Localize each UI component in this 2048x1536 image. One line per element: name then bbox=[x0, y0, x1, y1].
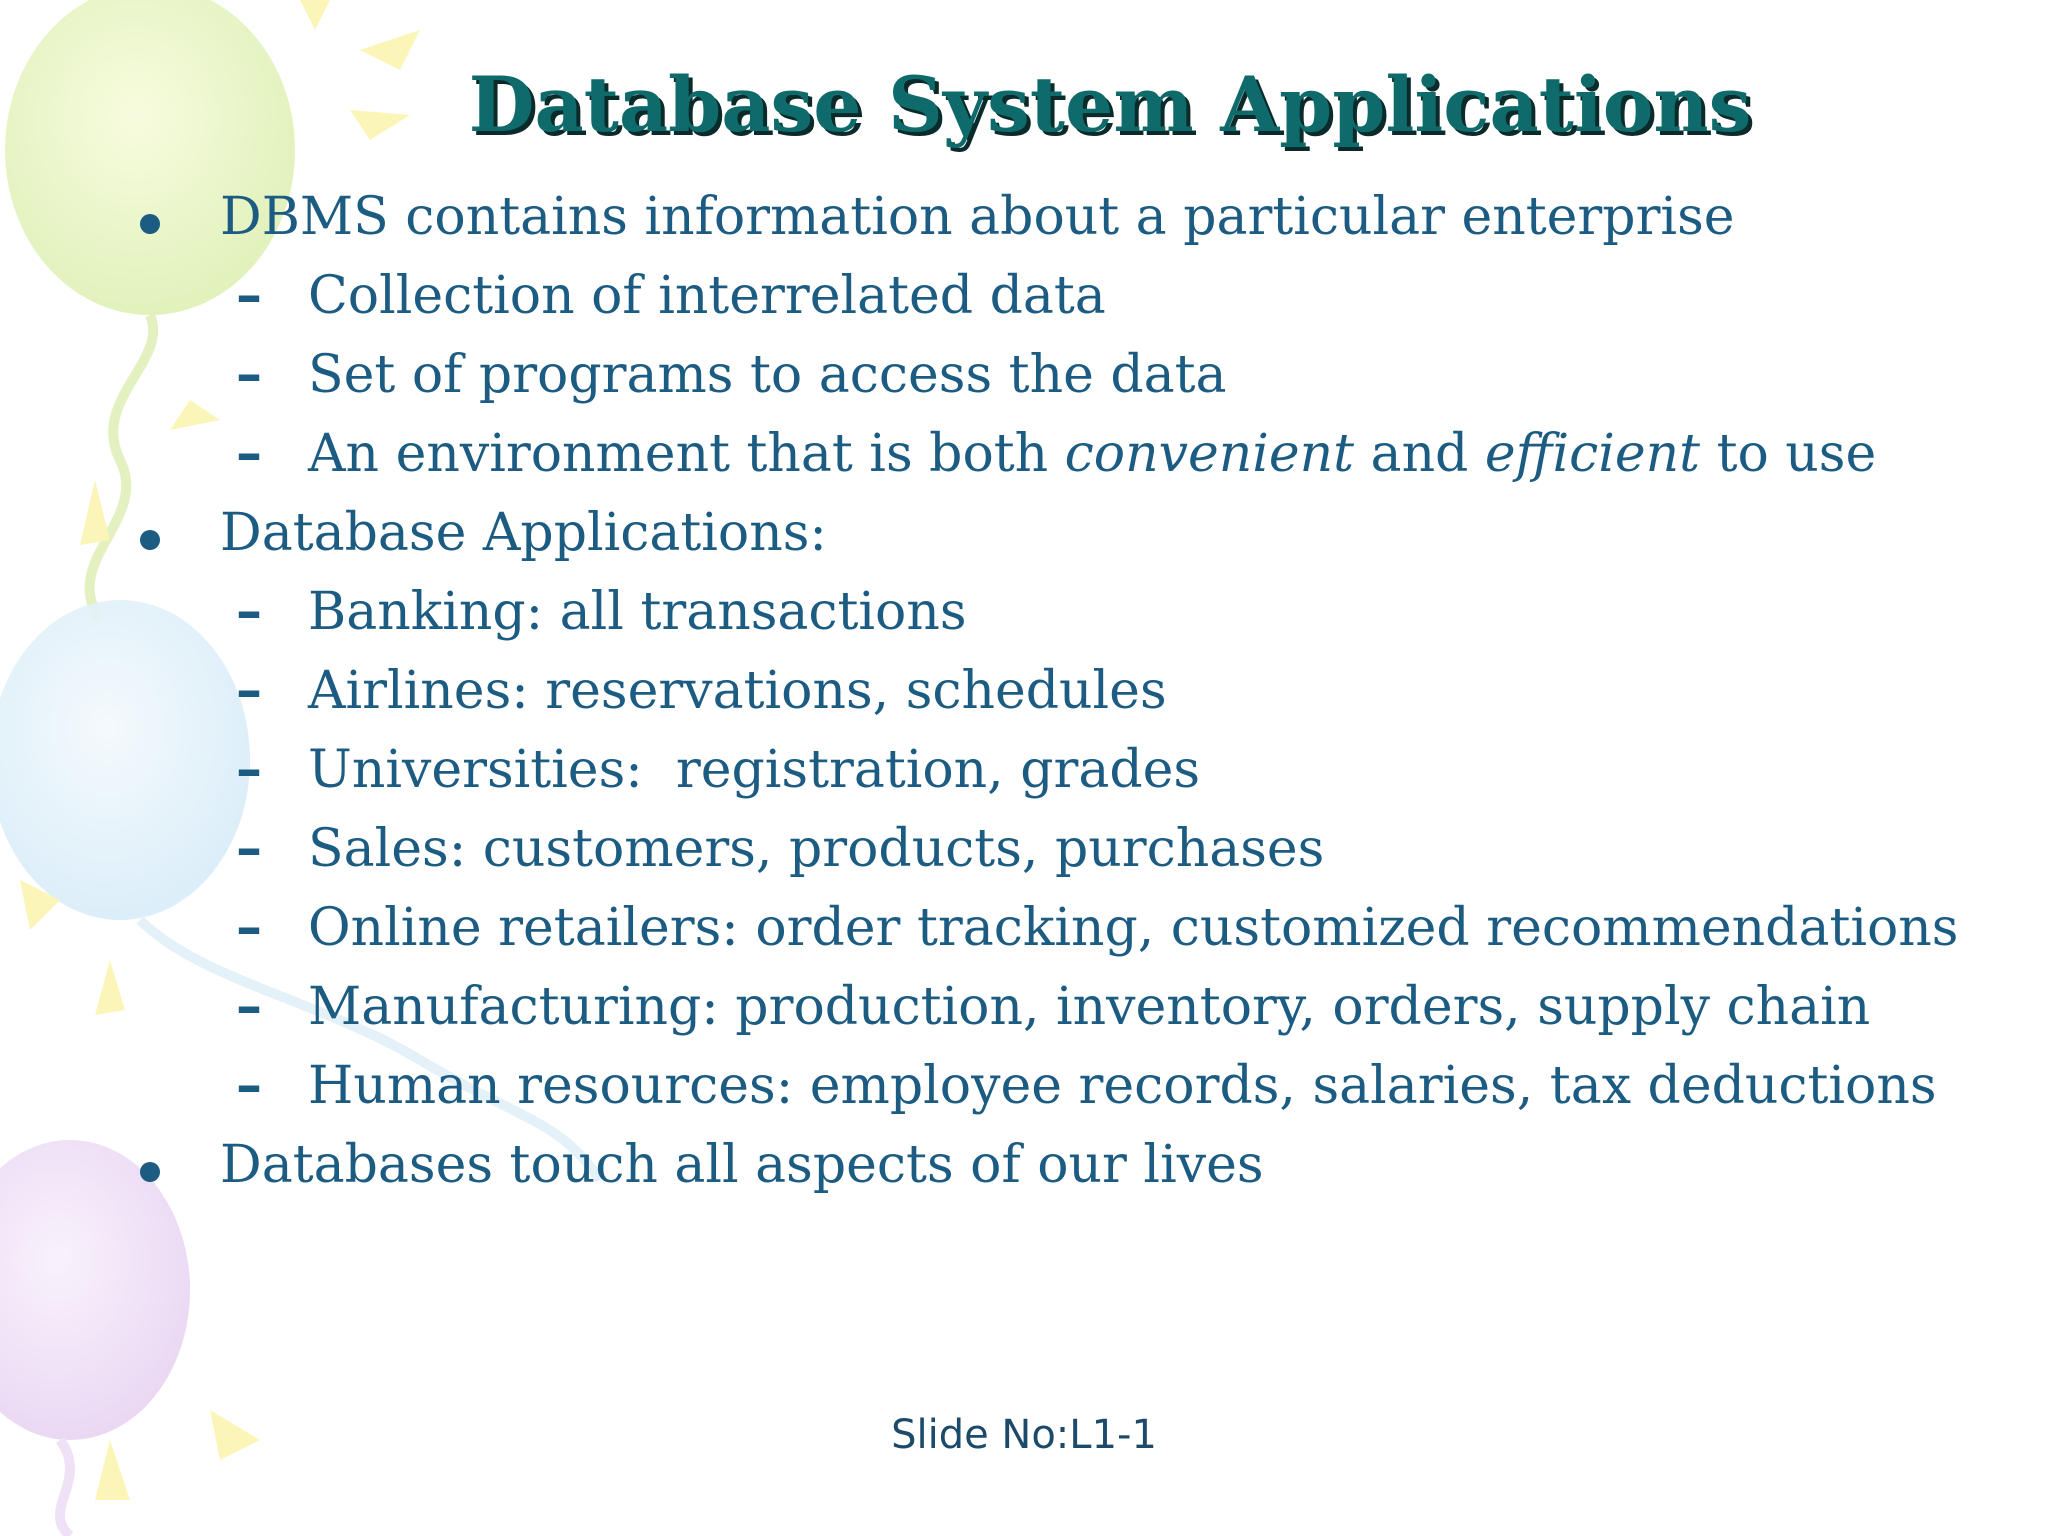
sub-item-text: Universities: registration, grades bbox=[308, 740, 1201, 800]
sub-item-airlines bbox=[140, 659, 1960, 723]
sub-item-text: Airlines: reservations, schedules bbox=[308, 661, 1167, 721]
sub-item-environment bbox=[140, 422, 1960, 486]
sub-item-programs bbox=[140, 343, 1960, 407]
emphasis-convenient: convenient bbox=[1064, 424, 1355, 484]
bullet-databases-touch bbox=[140, 1133, 1960, 1197]
sub-item-text: Sales: customers, products, purchases bbox=[308, 819, 1325, 879]
dash-icon: – bbox=[236, 898, 262, 958]
dash-icon: – bbox=[236, 582, 262, 642]
sub-item-text bbox=[308, 424, 1876, 484]
sub-item-text: Manufacturing: production, inventory, orders, supply chain bbox=[308, 977, 1871, 1037]
sub-item-universities bbox=[140, 738, 1960, 802]
sub-item-banking bbox=[140, 580, 1960, 644]
sub-item-text: Banking: all transactions bbox=[308, 582, 967, 642]
dash-icon: – bbox=[236, 740, 262, 800]
bullet-text: DBMS contains information about a particular enterprise bbox=[220, 187, 1735, 247]
slide-number: Slide No:L1-1 bbox=[891, 1412, 1157, 1458]
bullet-database-applications bbox=[140, 501, 1960, 565]
text-fragment: An environment that is both bbox=[308, 424, 1065, 484]
sub-item-collection bbox=[140, 264, 1960, 328]
bullet-dot-icon bbox=[140, 185, 160, 249]
text-fragment: and bbox=[1354, 424, 1485, 484]
dash-icon: – bbox=[236, 819, 262, 879]
bullet-dot-icon bbox=[140, 1133, 160, 1197]
sub-item-sales bbox=[140, 817, 1960, 881]
bullet-dbms bbox=[140, 185, 1960, 249]
sub-item-text: Collection of interrelated data bbox=[308, 266, 1106, 326]
dash-icon: – bbox=[236, 977, 262, 1037]
slide-content bbox=[140, 185, 1960, 1212]
sub-item-text: Human resources: employee records, salaries, tax deductions bbox=[308, 1056, 1937, 1116]
bullet-text: Databases touch all aspects of our lives bbox=[220, 1135, 1264, 1195]
dash-icon: – bbox=[236, 1056, 262, 1116]
sub-item-manufacturing bbox=[140, 975, 1960, 1039]
text-fragment: to use bbox=[1700, 424, 1877, 484]
sub-item-online-retailers bbox=[140, 896, 1960, 960]
dash-icon: – bbox=[236, 661, 262, 721]
dash-icon: – bbox=[236, 345, 262, 405]
sub-item-human-resources bbox=[140, 1054, 1960, 1118]
bullet-text: Database Applications: bbox=[220, 503, 827, 563]
slide-title: Database System Applications bbox=[468, 60, 1752, 149]
sub-item-text: Set of programs to access the data bbox=[308, 345, 1227, 405]
emphasis-efficient: efficient bbox=[1484, 424, 1701, 484]
bullet-dot-icon bbox=[140, 501, 160, 565]
sub-item-text: Online retailers: order tracking, customized recommendations bbox=[308, 898, 1959, 958]
dash-icon: – bbox=[236, 266, 262, 326]
dash-icon: – bbox=[236, 424, 262, 484]
